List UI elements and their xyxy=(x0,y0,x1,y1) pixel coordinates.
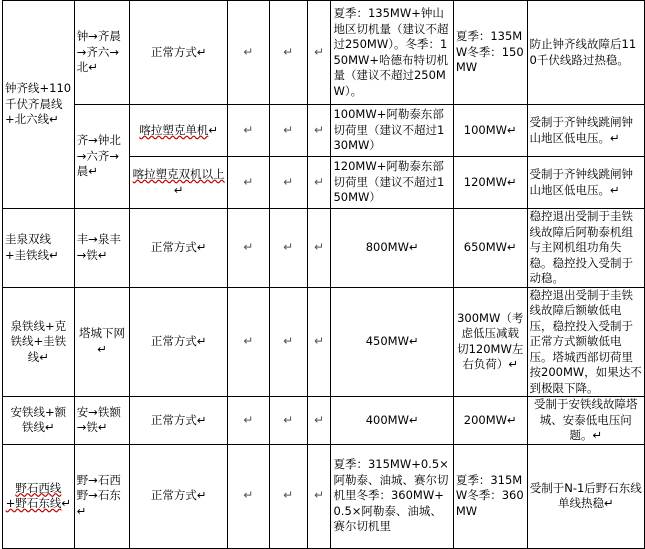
empty-cell: ↵ xyxy=(307,287,331,397)
empty-cell: ↵ xyxy=(227,105,269,157)
empty-cell: ↵ xyxy=(227,397,269,445)
stability-limit-table xyxy=(2,0,645,549)
empty-cell: ↵ xyxy=(269,209,307,288)
note-cell: 受制于N-1后野石东线单线热稳↵ xyxy=(527,444,644,548)
mode-cell: 喀拉塑克双机以上↵ xyxy=(130,157,227,209)
note-cell: 防止钟齐线故障后110千伏线路过热稳。 xyxy=(527,1,644,105)
group-name-cell: 安铁线+额铁线↵ xyxy=(3,397,75,445)
mode-cell: 正常方式↵ xyxy=(130,397,227,445)
empty-cell: ↵ xyxy=(227,209,269,288)
empty-cell: ↵ xyxy=(227,1,269,105)
empty-cell: ↵ xyxy=(269,1,307,105)
limit-cell: 800MW↵ xyxy=(331,209,453,288)
note-cell: 受制于齐钟线跳闸钟山地区低电压。↵ xyxy=(527,105,644,157)
mode-cell: 正常方式↵ xyxy=(130,287,227,397)
table-row xyxy=(3,105,645,157)
empty-cell: ↵ xyxy=(307,444,331,548)
note-cell: 稳控退出受制于圭铁线故障后额敏低电压，稳控投入受制于正常方式额敏低电压。塔城西部切荷里按200MW，如果达不到极限下降。 xyxy=(527,287,644,397)
table-row xyxy=(3,1,645,105)
empty-cell: ↵ xyxy=(307,157,331,209)
mode-cell: 正常方式↵ xyxy=(130,1,227,105)
mode-cell: 正常方式↵ xyxy=(130,444,227,548)
path-cell: 塔城下网↵ xyxy=(74,287,130,397)
empty-cell: ↵ xyxy=(227,157,269,209)
note-cell: 稳控退出受制于圭铁线故障后阿勒泰机组与主网机组功角失稳。稳控投入受制于动稳。 xyxy=(527,209,644,288)
empty-cell: ↵ xyxy=(269,287,307,397)
empty-cell: ↵ xyxy=(269,157,307,209)
note-cell: 受制于安铁线故障塔城、安泰低电压问题。↵ xyxy=(527,397,644,445)
empty-cell: ↵ xyxy=(307,105,331,157)
table-row xyxy=(3,444,645,548)
table-row xyxy=(3,397,645,445)
limit-cell: 100MW+阿勒泰东部切荷里（建议不超过130MW） xyxy=(331,105,453,157)
table-row xyxy=(3,209,645,288)
path-cell: 安→铁额→铁↵ xyxy=(74,397,130,445)
empty-cell: ↵ xyxy=(269,105,307,157)
group-name-cell: 野石西线+野石东线↵ xyxy=(3,444,75,548)
mode-cell: 正常方式↵ xyxy=(130,209,227,288)
empty-cell: ↵ xyxy=(227,444,269,548)
empty-cell: ↵ xyxy=(269,444,307,548)
group-name-cell: 钟齐线+110千伏齐晨线+北六线↵ xyxy=(3,1,75,209)
mode-cell: 喀拉塑克单机↵ xyxy=(130,105,227,157)
capacity-cell: 100MW↵ xyxy=(453,105,527,157)
empty-cell: ↵ xyxy=(307,209,331,288)
limit-cell: 450MW↵ xyxy=(331,287,453,397)
path-cell: 丰→泉丰→铁↵ xyxy=(74,209,130,288)
path-cell: 齐→钟北→六齐→晨↵ xyxy=(74,105,130,209)
limit-cell: 120MW+阿勒泰东部切荷里（建议不超过150MW） xyxy=(331,157,453,209)
capacity-cell: 夏季：135MW冬季：150MW xyxy=(453,1,527,105)
empty-cell: ↵ xyxy=(307,1,331,105)
limit-cell: 夏季：135MW+钟山地区切机量（建议不超过250MW）。冬季：150MW+哈德布特切机量（建议不超过250MW）。 xyxy=(331,1,453,105)
path-cell: 钟→齐晨→齐六→北↵ xyxy=(74,1,130,105)
group-name-cell: 泉铁线+克铁线+圭铁线↵ xyxy=(3,287,75,397)
capacity-cell: 120MW↵ xyxy=(453,157,527,209)
capacity-cell: 300MW（考虑低压减载切120MW左右负荷）↵ xyxy=(453,287,527,397)
empty-cell: ↵ xyxy=(227,287,269,397)
empty-cell: ↵ xyxy=(307,397,331,445)
table-row xyxy=(3,287,645,397)
empty-cell: ↵ xyxy=(269,397,307,445)
capacity-cell: 650MW↵ xyxy=(453,209,527,288)
note-cell: 受制于齐钟线跳闸钟山地区低电压。↵ xyxy=(527,157,644,209)
group-name-cell: 圭泉双线+圭铁线↵ xyxy=(3,209,75,288)
limit-cell: 夏季：315MW+0.5×阿勒泰、油城、赛尔切机里冬季：360MW+0.5×阿勒泰、油城、赛尔切机里 xyxy=(331,444,453,548)
capacity-cell: 夏季：315MW冬季：360MW xyxy=(453,444,527,548)
path-cell: 野→石西野→石东↵ xyxy=(74,444,130,548)
capacity-cell: 200MW↵ xyxy=(453,397,527,445)
limit-cell: 400MW↵ xyxy=(331,397,453,445)
